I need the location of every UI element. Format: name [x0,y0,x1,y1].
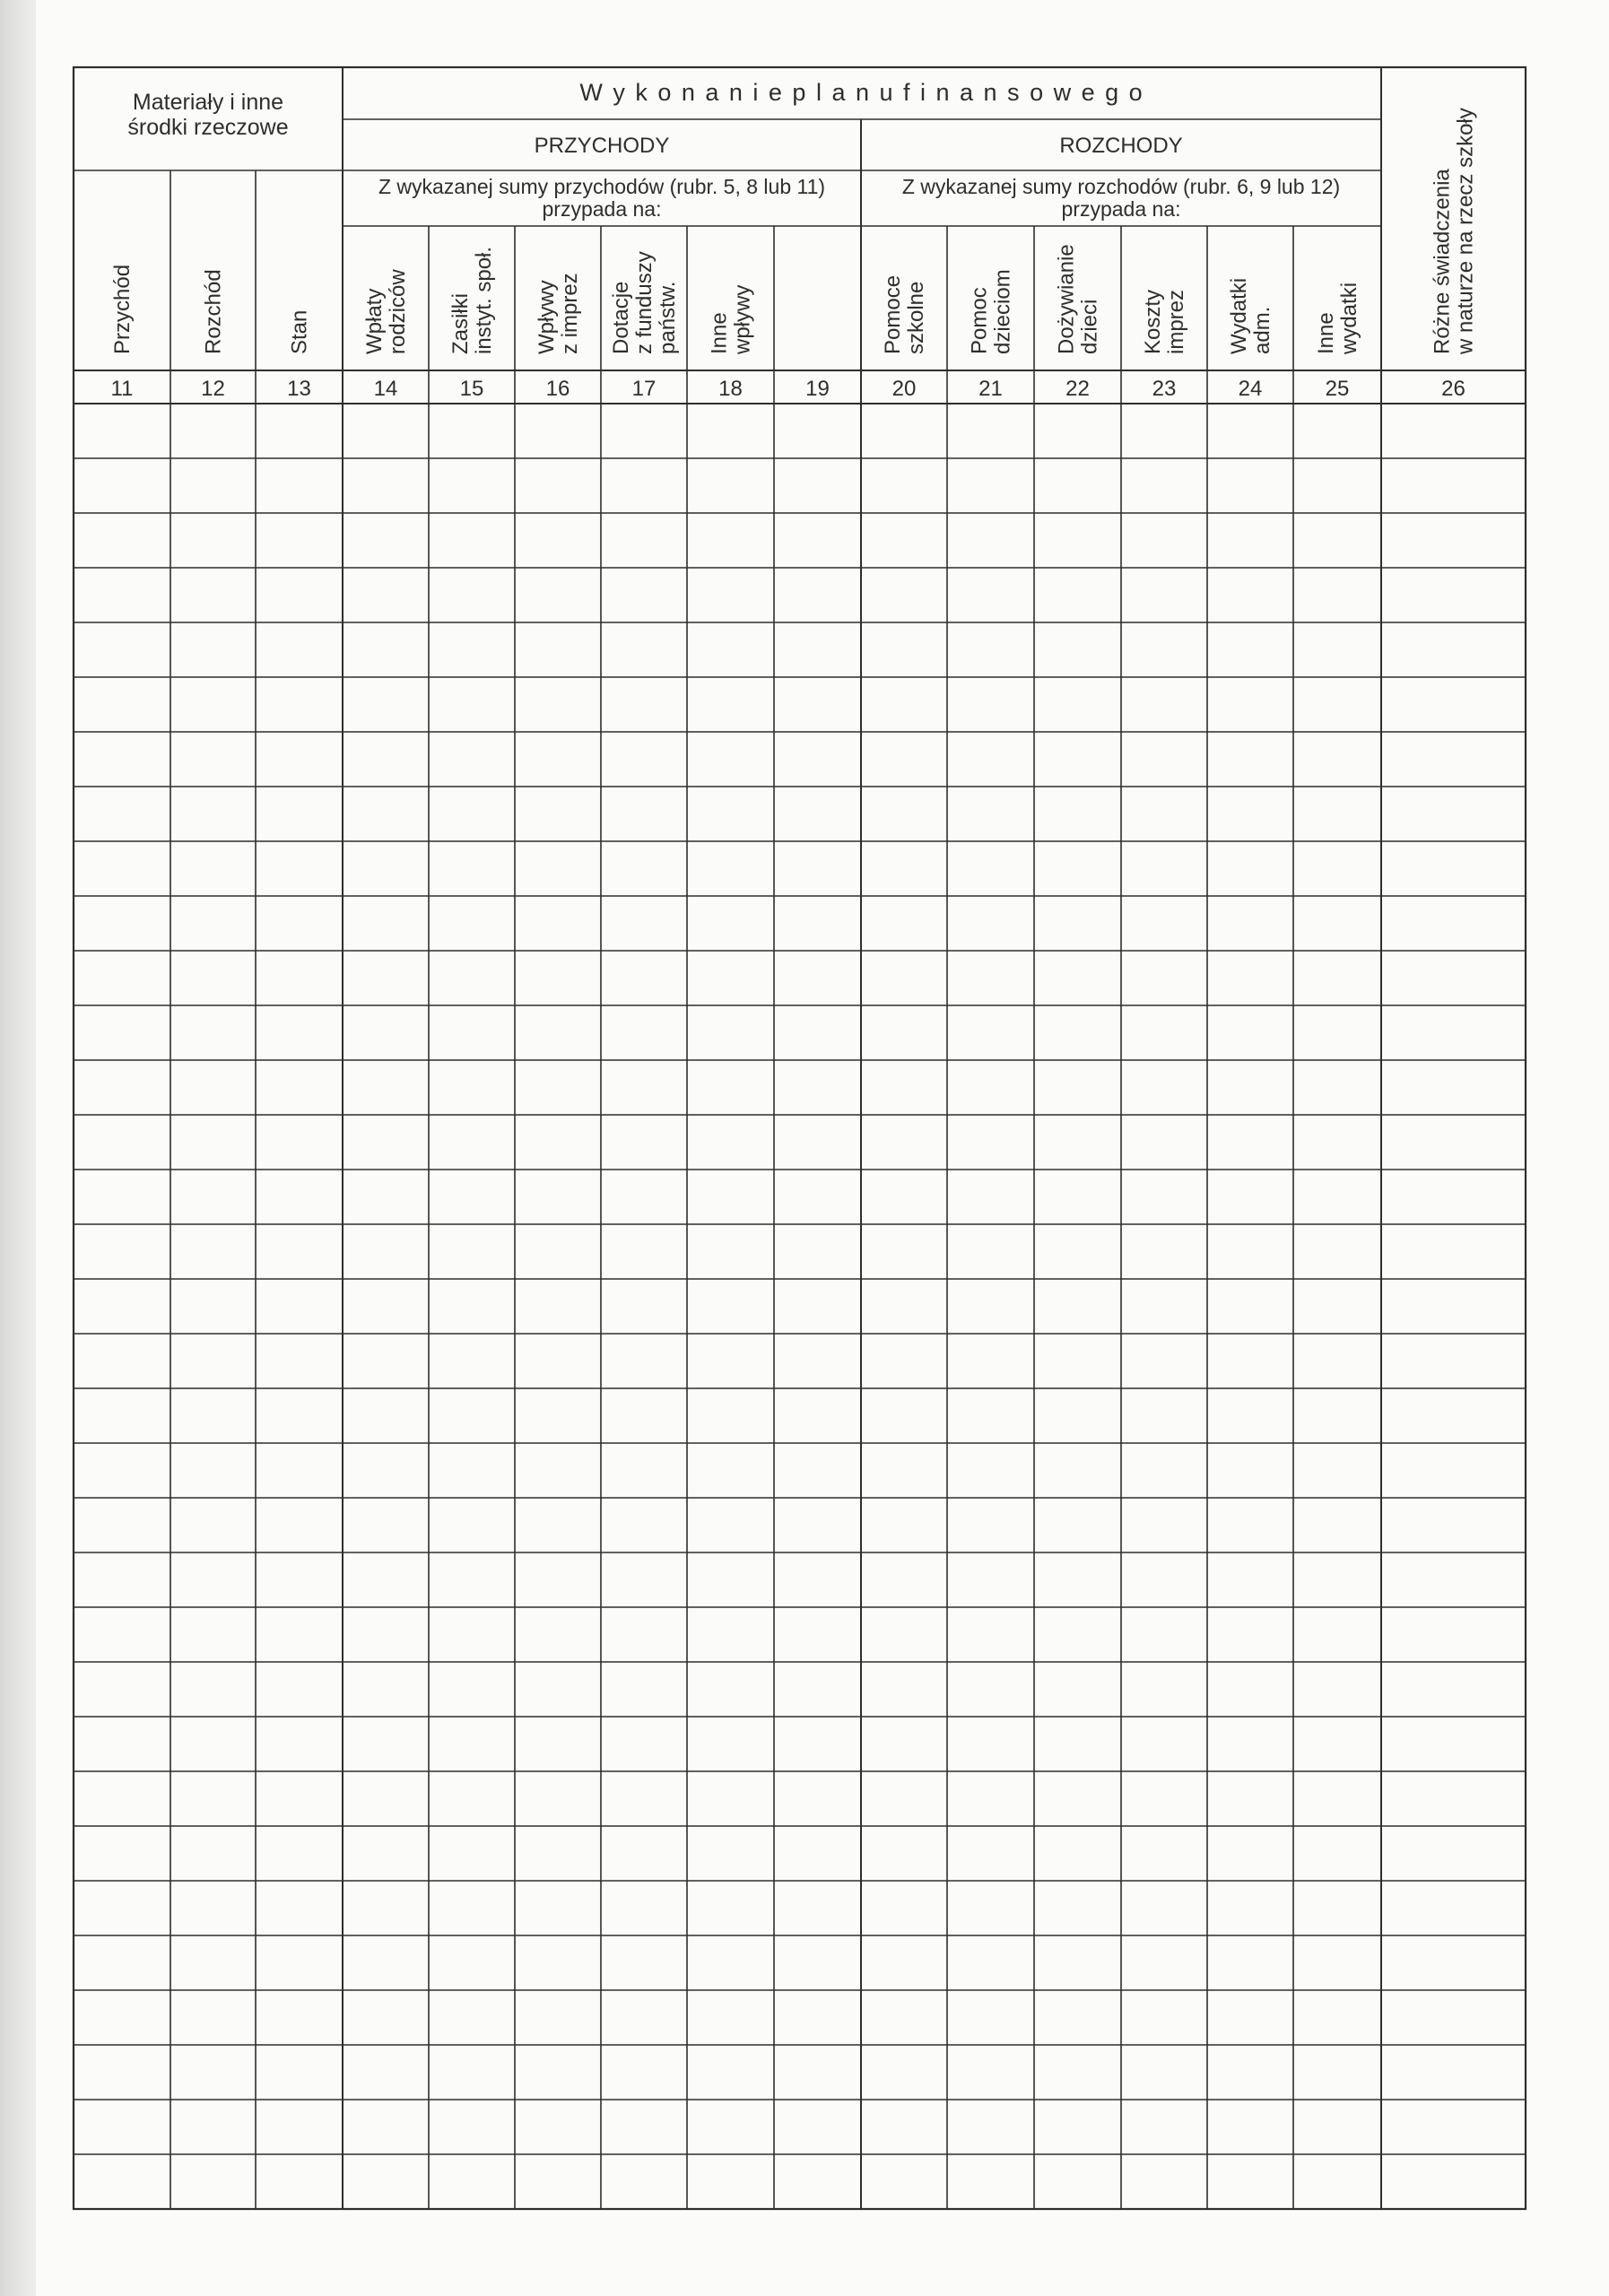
column-number: 19 [805,377,830,401]
column-label: wydatki [1337,282,1361,354]
column-number: 24 [1238,377,1263,401]
column-number: 20 [891,377,917,401]
column-label: Inne [1314,312,1338,354]
income-sub-label: Z wykazanej sumy przychodów (rubr. 5, 8 lub 11) [378,175,826,198]
column-label: rodziców [386,269,410,354]
column-label: Dotacje [609,281,633,354]
column-number: 23 [1152,377,1177,401]
column-number: 15 [459,377,484,401]
column-label: instyt. społ. [472,246,496,354]
column-label: z funduszy [632,251,657,354]
column-number: 22 [1065,377,1090,401]
column-number: 13 [287,377,311,401]
column-label: Przychód [110,264,135,354]
form-labels [110,79,1478,401]
column-number: 25 [1325,377,1350,401]
column-number: 26 [1441,377,1465,401]
column-number: 11 [110,377,134,401]
plan-group-title: W y k o n a n i e p l a n u f i n a n s o w e g o [579,79,1144,106]
column-label: Zasiłki [448,292,473,354]
column-label: Różne świadczenia [1430,169,1455,354]
column-label: Inne [707,312,732,354]
column-number: 21 [978,377,1003,401]
column-label: adm. [1250,306,1274,354]
column-label: imprez [1164,289,1188,354]
column-number: 18 [718,377,743,401]
column-label: Wpływy [535,280,559,354]
column-number: 12 [201,377,225,401]
material-group-label: środki rzeczowe [127,115,289,140]
column-label: dzieci [1077,299,1102,354]
column-label: Rozchód [201,269,226,354]
column-label: z imprez [558,273,582,354]
column-number: 16 [545,377,570,401]
column-label: Koszty [1141,289,1165,354]
income-sub-label: przypada na: [542,197,662,221]
column-label: wpływy [730,284,755,354]
column-label: państw. [656,281,680,354]
column-number: 17 [631,377,657,401]
income-group-title: PRZYCHODY [534,134,670,158]
column-label: Stan [287,309,312,354]
expense-group-title: ROZCHODY [1059,134,1183,158]
column-label: dzieciom [990,269,1015,354]
column-number: 14 [373,377,398,401]
column-label: Wydatki [1227,277,1251,354]
column-label: Pomoc [967,287,992,354]
column-label: Wpłaty [362,288,387,354]
column-label: w naturze na rzecz szkoły [1453,108,1478,354]
expense-sub-label: Z wykazanej sumy rozchodów (rubr. 6, 9 lub 12) [901,175,1341,198]
column-label: szkolne [904,281,928,354]
expense-sub-label: przypada na: [1061,197,1181,221]
column-label: Pomoce [881,274,905,354]
column-label: Dożywianie [1054,244,1079,354]
material-group-label: Materiały i inne [132,90,284,115]
